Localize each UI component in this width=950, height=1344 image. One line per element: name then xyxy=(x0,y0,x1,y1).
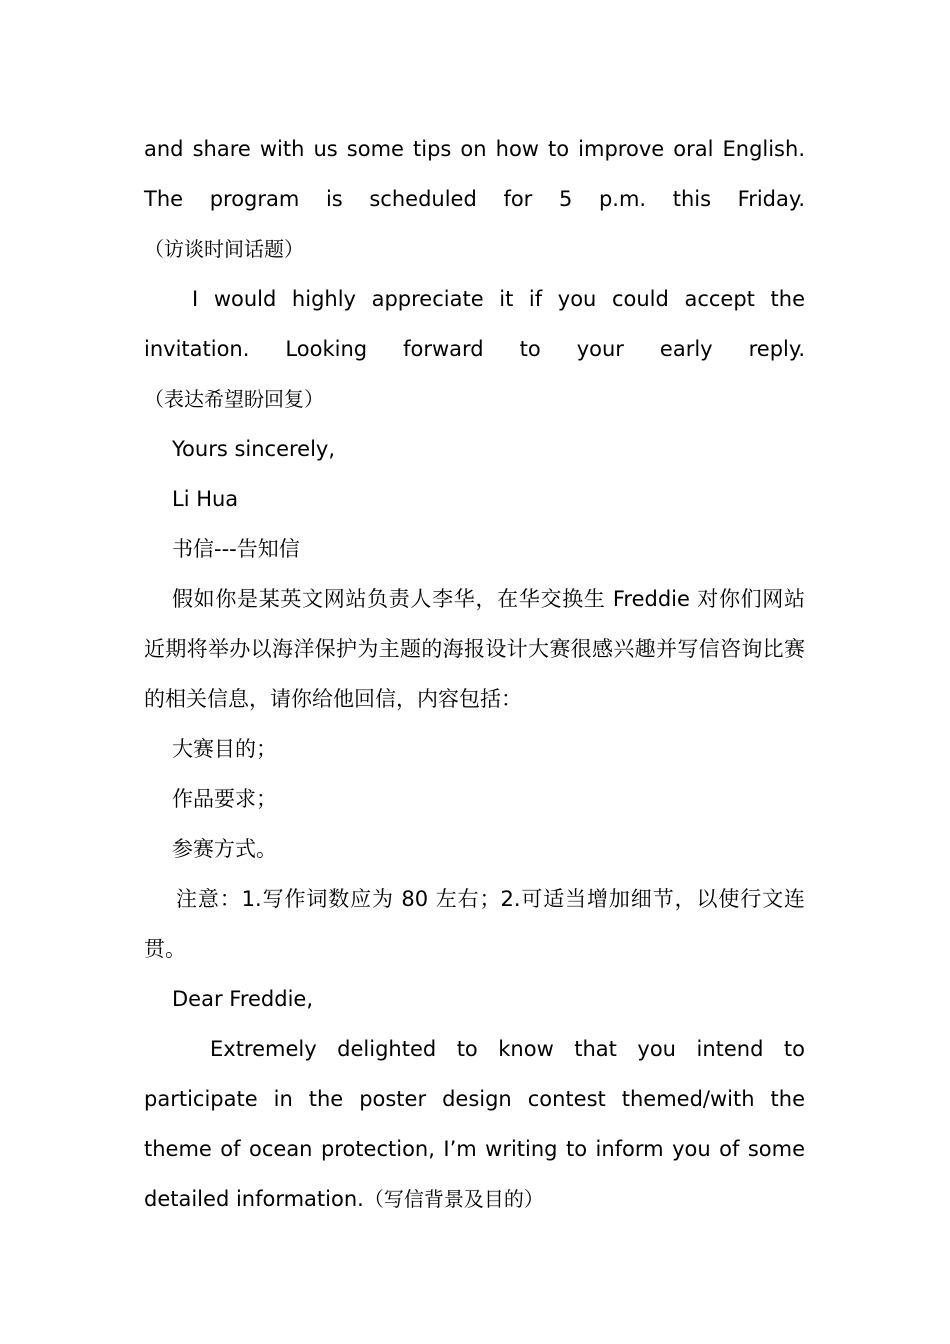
paragraph-hope-reply xyxy=(144,274,805,424)
annotation-note: （访谈时间话题） xyxy=(144,237,304,261)
document-page xyxy=(144,124,805,1224)
paragraph-interview-time xyxy=(144,124,805,274)
paragraph-letter-opening xyxy=(144,1024,805,1224)
signature-name: Li Hua xyxy=(172,487,239,511)
requirement-item-purpose: 大赛目的； xyxy=(172,737,277,761)
annotation-note: （写信背景及目的） xyxy=(363,1187,544,1211)
paragraph-text: Extremely delighted to know that you intend to participate in the poster design contest themed/with the theme of ocean protection, I’m writing to inform you of some detailed information. xyxy=(144,1037,805,1211)
paragraph-text: I would highly appreciate it if you could accept the invitation. Looking forward to your early reply. xyxy=(144,287,805,361)
attention-note: 注意：1.写作词数应为 80 左右；2.可适当增加细节，以使行文连贯。 xyxy=(144,887,805,961)
requirement-item-work: 作品要求； xyxy=(172,787,277,811)
task-prompt: 假如你是某英文网站负责人李华，在华交换生 Freddie 对你们网站近期将举办以海洋保护为主题的海报设计大赛很感兴趣并写信咨询比赛的相关信息，请你给他回信，内容包括： xyxy=(144,587,805,711)
annotation-note: （表达希望盼回复） xyxy=(144,387,324,411)
section-heading: 书信---告知信 xyxy=(172,537,300,561)
paragraph-text: and share with us some tips on how to improve oral English. The program is scheduled for 5 p.m. this Friday. xyxy=(144,137,805,211)
closing-line: Yours sincerely, xyxy=(172,437,336,461)
requirement-item-method: 参赛方式。 xyxy=(172,837,277,861)
letter-salutation: Dear Freddie, xyxy=(172,987,314,1011)
